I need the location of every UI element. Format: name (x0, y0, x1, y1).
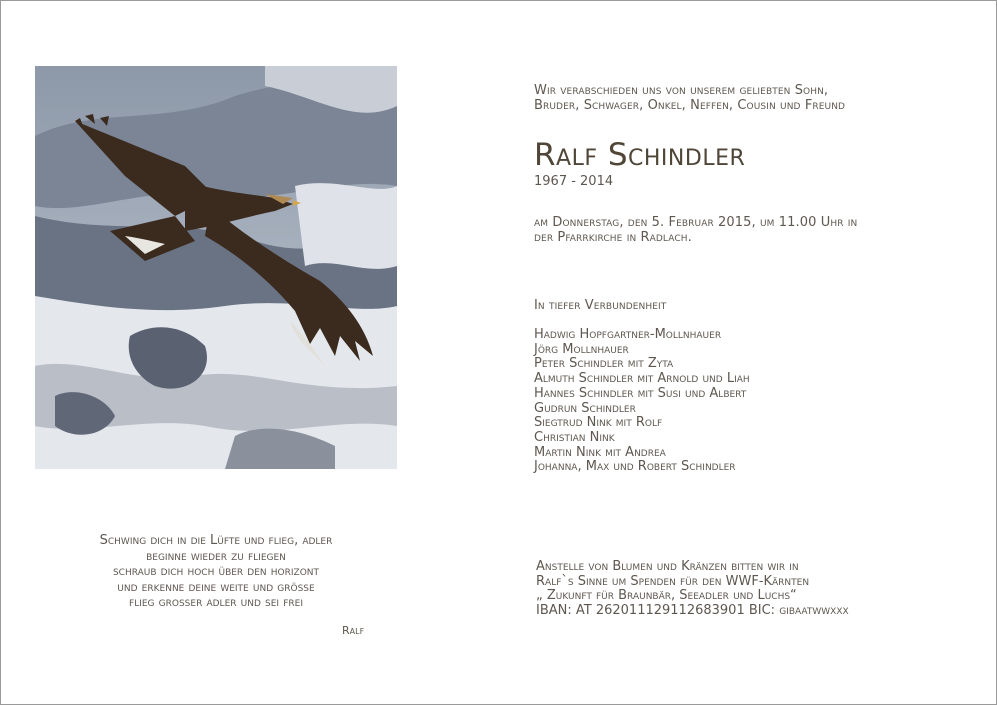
verbundenheit-heading: In tiefer Verbundenheit (534, 298, 667, 313)
donation-line: Ralf`s Sinne um Spenden für den WWF-Kärnten (536, 573, 810, 589)
mourner-item: Martin Nink mit Andrea (534, 444, 666, 460)
poem-line: beginne wieder zu fliegen (146, 548, 286, 564)
mourner-item: Peter Schindler mit Zyta (534, 356, 674, 372)
intro-line-2: Bruder, Schwager, Onkel, Neffen, Cousin und Freund (534, 97, 846, 113)
intro-text (534, 84, 845, 113)
eagle-photo (35, 66, 397, 469)
eagle-image (35, 66, 397, 469)
deceased-name: Ralf Schindler (534, 137, 746, 173)
poem-line: Schwing dich in die Lüfte und flieg, adler (99, 533, 333, 548)
mourner-item: Siegtrud Nink mit Rolf (534, 415, 663, 431)
poem-line: und erkenne deine weite und grösse (117, 579, 315, 595)
donation-line: Anstelle von Blumen und Kränzen bitten wir in (536, 559, 799, 574)
mourner-item: Jörg Mollnhauer (534, 341, 629, 357)
poem-line: flieg grosser adler und sei frei (129, 595, 303, 610)
intro-line-1: Wir verabschieden uns von unserem geliebten Sohn, (534, 83, 829, 98)
mourner-item: Hannes Schindler mit Susi und Albert (534, 385, 747, 401)
life-years: 1967 - 2014 (534, 174, 614, 189)
mourner-item: Johanna, Max und Robert Schindler (534, 459, 736, 475)
donation-line: IBAN: AT 262011129112683901 BIC: gibaatwwxxx (536, 602, 849, 618)
poem-signature: Ralf (342, 624, 365, 637)
donation-note (536, 560, 849, 618)
mourners-list (534, 328, 750, 475)
service-line-1: am Donnerstag, den 5. Februar 2015, um 11.00 Uhr in (534, 215, 858, 230)
mourner-item: Hadwig Hopfgartner-Mollnhauer (534, 327, 722, 342)
poem (40, 533, 392, 611)
mourner-item: Almuth Schindler mit Arnold und Liah (534, 371, 750, 387)
mourner-item: Christian Nink (534, 429, 615, 445)
service-details (534, 216, 857, 245)
donation-line: „ Zukunft für Braunbär, Seeadler und Luchs“ (536, 588, 797, 604)
poem-line: schraub dich hoch über den horizont (112, 564, 320, 579)
mourner-item: Gudrun Schindler (534, 400, 636, 416)
service-line-2: der Pfarrkirche in Radlach. (534, 229, 692, 245)
